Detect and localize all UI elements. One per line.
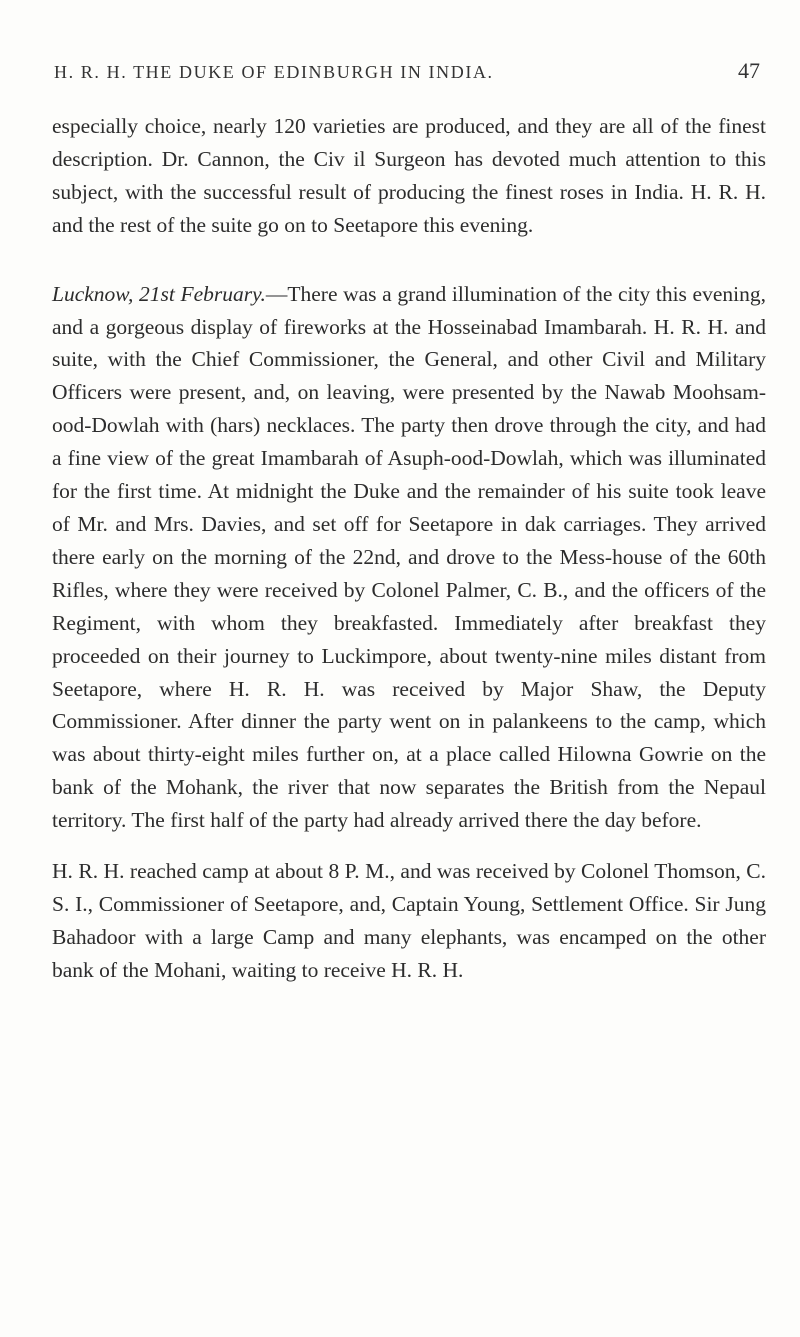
- paragraph-roses: especially choice, nearly 120 varieties are produced, and they are all of the finest description. Dr. Cannon, the Civ il Surgeon has devoted much attention to this subject, with the successful result of producing the finest roses in India. H. R. H. and the rest of the suite go on to Seetapore this evening.: [52, 114, 766, 237]
- body-text: [52, 110, 766, 987]
- running-head: [40, 58, 760, 88]
- paragraph-lucknow: [52, 278, 766, 837]
- paragraph-camp-arrival: H. R. H. reached camp at about 8 P. M., and was received by Colonel Thomson, C. S. I., Commissioner of Seetapore, and, Captain Young, Settlement Office. Sir Jung Bahadoor with a large Camp and many elephants, was encamped on the other bank of the Mohani, waiting to receive H. R. H.: [52, 859, 766, 982]
- running-title: H. R. H. THE DUKE OF EDINBURGH IN INDIA.: [54, 62, 494, 82]
- dateline-lucknow: Lucknow, 21st February.: [52, 281, 266, 306]
- paragraph-lucknow-text: —There was a grand illumination of the city this evening, and a gorgeous display of fireworks at the Hosseinabad Imambarah. H. R. H. and suite, with the Chief Commissioner, the General, and other Civil and Military Officers were present, and, on leaving, were presented by the Nawab Moohsam-ood-Dowlah with (hars) necklaces. The party then drove through the city, and had a fine view of the great Imambarah of Asuph-ood-Dowlah, which was illuminated for the first time. At midnight the Duke and the remainder of his suite took leave of Mr. and Mrs. Davies, and set off for Seetapore in dak carriages. They arrived there early on the morning of the 22nd, and drove to the Mess-house of the 60th Rifles, where they were received by Colonel Palmer, C. B., and the officers of the Regiment, with whom they breakfasted. Immediately after breakfast they proceeded on their journey to Luckimpore, about twenty-nine miles distant from Seetapore, where H. R. H. was received by Major Shaw, the Deputy Commissioner. After dinner the party went on in palankeens to the camp, which was about thirty-eight miles further on, at a place called Hilowna Gowrie on the bank of the Mohank, the river that now separates the British from the Nepaul territory. The first half of the party had already arrived there the day before.: [52, 281, 766, 833]
- page-number: 47: [738, 58, 760, 83]
